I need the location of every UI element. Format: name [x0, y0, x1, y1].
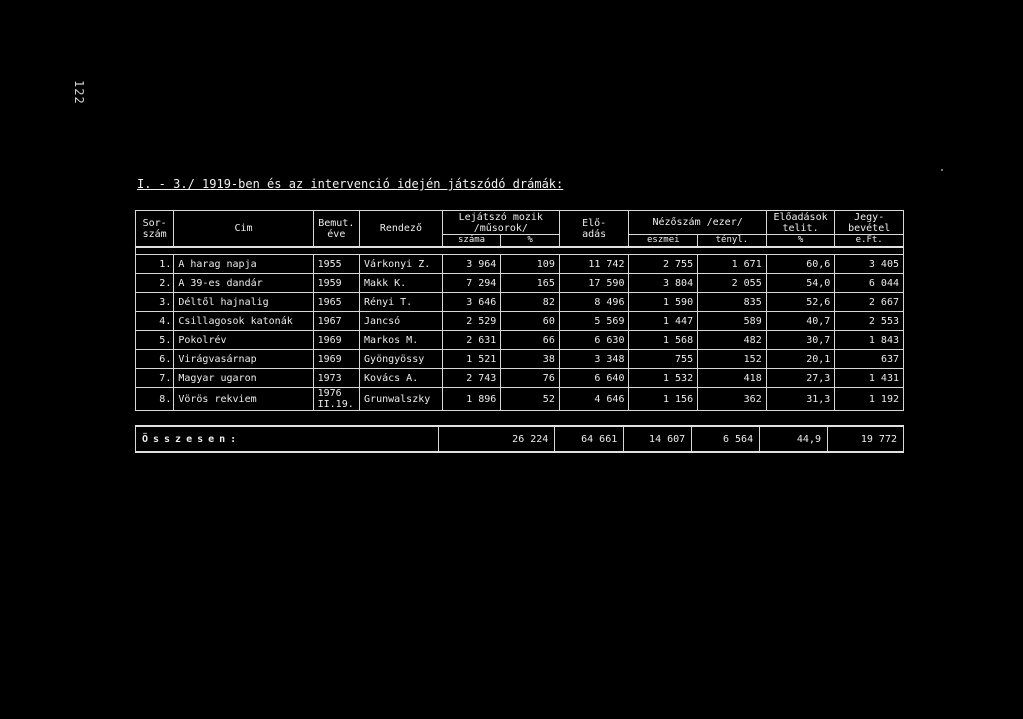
release-year	[313, 388, 359, 411]
director: Grunwalszky	[360, 388, 443, 411]
row-index: 2.	[136, 274, 174, 293]
ticket-revenue: 1 192	[835, 388, 904, 411]
ticket-revenue: 637	[835, 350, 904, 369]
release-year: 1959	[313, 274, 359, 293]
cinemas-count: 3 646	[442, 293, 501, 312]
cinemas-count: 2 631	[442, 331, 501, 350]
row-index: 3.	[136, 293, 174, 312]
row-index: 4.	[136, 312, 174, 331]
screenings: 6 640	[559, 369, 629, 388]
film-title: Déltől hajnalig	[174, 293, 313, 312]
film-title: Pokolrév	[174, 331, 313, 350]
viewers-notional: 1 568	[629, 331, 698, 350]
total-occupancy: 44,9	[760, 426, 828, 452]
director: Kovács A.	[360, 369, 443, 388]
table-row	[136, 312, 904, 331]
occupancy-pct: 40,7	[766, 312, 835, 331]
header-nezo-tenyl: tényl.	[698, 235, 767, 248]
cinemas-pct: 76	[501, 369, 560, 388]
table-row	[136, 274, 904, 293]
cinemas-pct: 109	[501, 255, 560, 274]
header-mozik-pct: %	[501, 235, 560, 248]
screenings: 6 630	[559, 331, 629, 350]
film-title: Virágvasárnap	[174, 350, 313, 369]
header-bemut: Bemut. éve	[313, 211, 359, 248]
header-jegy-unit: e.Ft.	[835, 235, 904, 248]
viewers-actual: 1 671	[698, 255, 767, 274]
table-row	[136, 369, 904, 388]
cinemas-pct: 52	[501, 388, 560, 411]
viewers-notional: 1 532	[629, 369, 698, 388]
occupancy-pct: 30,7	[766, 331, 835, 350]
ticket-revenue: 6 044	[835, 274, 904, 293]
header-eloadas: Elő- adás	[559, 211, 629, 248]
row-index: 1.	[136, 255, 174, 274]
header-cim: Cim	[174, 211, 313, 248]
total-cinemas: 26 224	[439, 426, 555, 452]
cinemas-pct: 82	[501, 293, 560, 312]
screenings: 11 742	[559, 255, 629, 274]
screenings: 5 569	[559, 312, 629, 331]
release-year: 1967	[313, 312, 359, 331]
ticket-revenue: 2 667	[835, 293, 904, 312]
header-jegy: Jegy- bevétel	[835, 211, 904, 235]
release-year: 1973	[313, 369, 359, 388]
screenings: 8 496	[559, 293, 629, 312]
viewers-actual: 362	[698, 388, 767, 411]
row-index: 8.	[136, 388, 174, 411]
director: Rényi T.	[360, 293, 443, 312]
occupancy-pct: 27,3	[766, 369, 835, 388]
release-year: 1969	[313, 331, 359, 350]
ticket-revenue: 1 431	[835, 369, 904, 388]
row-index: 6.	[136, 350, 174, 369]
total-viewers-actual: 6 564	[692, 426, 760, 452]
page-number: 122	[72, 80, 86, 105]
viewers-notional: 1 156	[629, 388, 698, 411]
table-row	[136, 388, 904, 411]
occupancy-pct: 31,3	[766, 388, 835, 411]
cinemas-pct: 60	[501, 312, 560, 331]
occupancy-pct: 20,1	[766, 350, 835, 369]
cinemas-count: 1 896	[442, 388, 501, 411]
occupancy-pct: 60,6	[766, 255, 835, 274]
film-title: Vörös rekviem	[174, 388, 313, 411]
film-title: A 39-es dandár	[174, 274, 313, 293]
film-title: Csillagosok katonák	[174, 312, 313, 331]
viewers-actual: 2 055	[698, 274, 767, 293]
header-mozik-szama: száma	[442, 235, 501, 248]
header-divider	[136, 247, 904, 255]
table-row	[136, 293, 904, 312]
total-revenue: 19 772	[828, 426, 904, 452]
table-row	[136, 331, 904, 350]
total-row-table	[135, 425, 904, 453]
total-row	[136, 426, 904, 452]
occupancy-pct: 52,6	[766, 293, 835, 312]
release-year: 1955	[313, 255, 359, 274]
header-rendezo: Rendező	[360, 211, 443, 248]
release-year-line2: II.19.	[317, 399, 354, 410]
ticket-revenue: 2 553	[835, 312, 904, 331]
director: Gyöngyössy	[360, 350, 443, 369]
film-title: Magyar ugaron	[174, 369, 313, 388]
cinemas-count: 7 294	[442, 274, 501, 293]
cinemas-pct: 165	[501, 274, 560, 293]
header-eloadasok-telit: Előadások telit.	[766, 211, 835, 235]
row-index: 7.	[136, 369, 174, 388]
viewers-notional: 2 755	[629, 255, 698, 274]
director: Jancsó	[360, 312, 443, 331]
viewers-notional: 1 447	[629, 312, 698, 331]
header-eloadasok-pct: %	[766, 235, 835, 248]
cinemas-count: 2 743	[442, 369, 501, 388]
screenings: 4 646	[559, 388, 629, 411]
viewers-actual: 589	[698, 312, 767, 331]
occupancy-pct: 54,0	[766, 274, 835, 293]
total-screenings: 64 661	[555, 426, 624, 452]
release-year: 1965	[313, 293, 359, 312]
header-sorszam: Sor- szám	[136, 211, 174, 248]
viewers-actual: 152	[698, 350, 767, 369]
film-title: A harag napja	[174, 255, 313, 274]
cinemas-count: 3 964	[442, 255, 501, 274]
release-year: 1969	[313, 350, 359, 369]
director: Markos M.	[360, 331, 443, 350]
release-year-line1: 1976	[317, 388, 342, 399]
ticket-revenue: 3 405	[835, 255, 904, 274]
film-stats-table	[135, 210, 904, 411]
section-heading: I. - 3./ 1919-ben és az intervenció idején játszódó drámák:	[137, 177, 564, 191]
header-nezo-group: Nézőszám /ezer/	[629, 211, 766, 235]
header-mozik-group: Lejátszó mozik /műsorok/	[442, 211, 559, 235]
table-row	[136, 350, 904, 369]
viewers-notional: 1 590	[629, 293, 698, 312]
screenings: 17 590	[559, 274, 629, 293]
viewers-notional: 755	[629, 350, 698, 369]
ticket-revenue: 1 843	[835, 331, 904, 350]
director: Várkonyi Z.	[360, 255, 443, 274]
cinemas-pct: 38	[501, 350, 560, 369]
cinemas-count: 2 529	[442, 312, 501, 331]
viewers-actual: 482	[698, 331, 767, 350]
viewers-actual: 835	[698, 293, 767, 312]
total-label: Összesen:	[136, 426, 439, 452]
header-nezo-eszmei: eszmei	[629, 235, 698, 248]
viewers-actual: 418	[698, 369, 767, 388]
total-viewers-notional: 14 607	[624, 426, 692, 452]
viewers-notional: 3 804	[629, 274, 698, 293]
row-index: 5.	[136, 331, 174, 350]
cinemas-count: 1 521	[442, 350, 501, 369]
cinemas-pct: 66	[501, 331, 560, 350]
director: Makk K.	[360, 274, 443, 293]
scan-speck	[941, 169, 943, 171]
table-row	[136, 255, 904, 274]
screenings: 3 348	[559, 350, 629, 369]
